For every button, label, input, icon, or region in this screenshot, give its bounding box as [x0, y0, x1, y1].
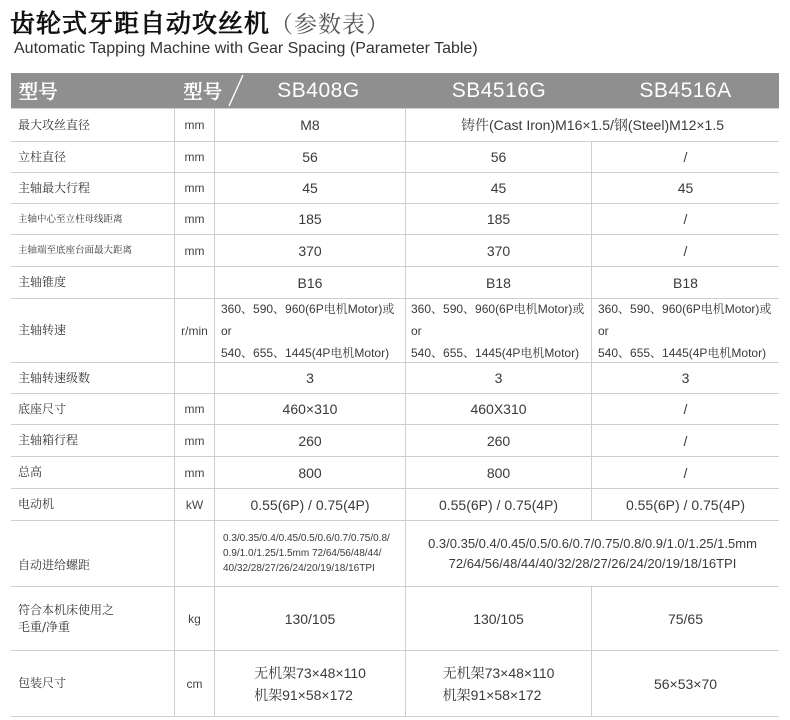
cell-model-2-3 — [406, 521, 779, 586]
cell-value: 0.55(6P) / 0.75(4P) — [250, 496, 370, 513]
cell-model-2 — [406, 651, 592, 716]
cell-model-3 — [592, 394, 779, 424]
cell-value: 370 — [298, 242, 322, 259]
row-unit: kW — [175, 489, 215, 520]
cell-model-1 — [215, 267, 406, 298]
cell-value: / — [683, 211, 688, 227]
cell-value: 460X310 — [470, 401, 527, 417]
header-parameter-label: 型号 — [19, 81, 59, 103]
table-row — [11, 520, 779, 586]
row-label: 立柱直径 — [11, 142, 175, 172]
cell-value — [411, 298, 591, 364]
cell-line: 540、655、1445(4P电机Motor) — [411, 345, 580, 360]
cell-value — [443, 662, 555, 706]
cell-model-2 — [406, 587, 592, 650]
cell-value: B18 — [486, 274, 511, 291]
cell-value — [598, 298, 779, 364]
cell-line: 无机架73×48×110 — [254, 664, 366, 681]
row-label: 主轴箱行程 — [11, 425, 175, 456]
cell-value — [428, 534, 757, 574]
row-label: 主轴中心至立柱母线距离 — [11, 204, 175, 234]
cell-model-1 — [215, 394, 406, 424]
cell-model-2 — [406, 394, 592, 424]
table-row — [11, 456, 779, 488]
cell-value: 800 — [486, 464, 511, 481]
cell-model-1 — [215, 299, 406, 362]
cell-value: 460×310 — [282, 401, 338, 417]
row-label: 包装尺寸 — [11, 651, 175, 716]
row-label: 总高 — [11, 457, 175, 488]
cell-value: / — [683, 432, 688, 449]
title-main: 齿轮式牙距自动攻丝机 — [10, 9, 271, 38]
cell-value: 260 — [298, 432, 322, 449]
cell-model-3 — [592, 363, 779, 393]
header-model-3: SB4516A — [639, 78, 732, 102]
table-row — [11, 172, 779, 203]
cell-value: / — [683, 401, 688, 417]
cell-value: 56 — [302, 149, 318, 165]
cell-model-2 — [406, 299, 592, 362]
cell-model-2-3 — [406, 109, 779, 141]
cell-line: 540、655、1445(4P电机Motor) — [598, 345, 767, 360]
row-label: 主轴锥度 — [11, 267, 175, 298]
cell-value: / — [683, 242, 688, 259]
cell-model-3 — [592, 299, 779, 362]
cell-line: 无机架73×48×110 — [442, 664, 555, 681]
row-label: 主轴转速级数 — [11, 363, 175, 393]
cell-value: 45 — [490, 180, 507, 196]
cell-value: B18 — [673, 274, 698, 291]
cell-line: 0.3/0.35/0.4/0.45/0.5/0.6/0.7/0.75/0.8/ — [223, 533, 390, 544]
row-unit: mm — [175, 204, 215, 234]
cell-line: 360、590、960(6P电机Motor)或or — [221, 301, 395, 338]
cell-value: 0.55(6P) / 0.75(4P) — [625, 496, 746, 513]
cell-model-2 — [406, 173, 592, 203]
row-unit: mm — [175, 457, 215, 488]
row-unit: mm — [175, 142, 215, 172]
table-row — [11, 424, 779, 456]
row-label: 主轴端至底座台面最大距离 — [11, 235, 175, 266]
cell-model-1 — [215, 587, 406, 650]
cell-value: / — [683, 149, 688, 165]
cell-model-3 — [592, 457, 779, 488]
page-title — [10, 4, 390, 38]
cell-value: 56 — [490, 149, 507, 165]
cell-value: / — [683, 464, 688, 481]
cell-model-1 — [215, 363, 406, 393]
table-row — [11, 266, 779, 298]
cell-model-1 — [215, 142, 406, 172]
header-model-2: SB4516G — [451, 78, 547, 102]
cell-model-1 — [215, 109, 406, 141]
cell-line: 40/32/28/27/26/24/20/19/18/16TPI — [223, 563, 375, 574]
cell-model-3 — [592, 204, 779, 234]
cell-value — [254, 662, 366, 706]
cell-line: 0.9/1.0/1.25/1.5mm 72/64/56/48/44/ — [223, 548, 382, 559]
cell-line: 0.3/0.35/0.4/0.45/0.5/0.6/0.7/0.75/0.8/0.9/1.0/1.25/1.5mm — [428, 535, 757, 551]
cell-model-1 — [215, 489, 406, 520]
cell-value: 45 — [677, 180, 694, 196]
cell-model-2 — [406, 235, 592, 266]
cell-model-3 — [592, 425, 779, 456]
row-label-line: 符合本机床使用之 — [18, 602, 115, 617]
cell-model-2 — [406, 457, 592, 488]
row-unit: r/min — [175, 299, 215, 362]
cell-model-2 — [406, 363, 592, 393]
row-unit: mm — [175, 394, 215, 424]
row-unit: mm — [175, 173, 215, 203]
row-label: 电动机 — [11, 489, 175, 520]
cell-model-2 — [406, 204, 592, 234]
row-label-text — [18, 602, 114, 636]
cell-value — [223, 531, 390, 576]
row-unit: mm — [175, 425, 215, 456]
cell-model-2 — [406, 489, 592, 520]
row-label: 主轴最大行程 — [11, 173, 175, 203]
cell-model-2 — [406, 267, 592, 298]
cell-model-1 — [215, 425, 406, 456]
page-subtitle-english: Automatic Tapping Machine with Gear Spacing (Parameter Table) — [14, 40, 478, 57]
table-row — [11, 298, 779, 362]
cell-value: 3 — [494, 370, 503, 386]
cell-value: 45 — [302, 180, 318, 196]
cell-value — [221, 298, 405, 364]
table-row — [11, 234, 779, 266]
parameter-table — [11, 73, 779, 718]
cell-value: 56×53×70 — [653, 675, 718, 692]
row-label-line: 毛重/净重 — [18, 619, 71, 634]
cell-line: 360、590、960(6P电机Motor)或or — [411, 301, 585, 338]
table-row — [11, 362, 779, 393]
table-row — [11, 141, 779, 172]
table-header — [11, 73, 779, 108]
cell-value: 370 — [486, 242, 511, 259]
table-row — [11, 488, 779, 520]
row-unit: mm — [175, 235, 215, 266]
cell-value: 185 — [486, 211, 511, 227]
row-unit — [175, 267, 215, 298]
table-row — [11, 650, 779, 717]
cell-model-3 — [592, 173, 779, 203]
row-label — [11, 587, 175, 650]
cell-value: 130/105 — [473, 610, 524, 627]
cell-line: 72/64/56/48/44/40/32/28/27/26/24/20/19/18/16TPI — [448, 555, 737, 571]
row-unit — [175, 521, 215, 586]
row-label: 自动进给螺距 — [11, 521, 175, 586]
cell-value: 185 — [298, 211, 322, 227]
cell-value: 75/65 — [667, 610, 704, 627]
row-unit: mm — [175, 109, 215, 141]
cell-model-1 — [215, 457, 406, 488]
row-unit — [175, 363, 215, 393]
table-row — [11, 393, 779, 424]
cell-value: B16 — [297, 274, 323, 291]
row-unit: cm — [175, 651, 215, 716]
cell-line: 540、655、1445(4P电机Motor) — [221, 345, 390, 360]
cell-model-1 — [215, 173, 406, 203]
header-model-1: SB408G — [277, 78, 360, 102]
cell-line: 360、590、960(6P电机Motor)或or — [598, 301, 772, 338]
title-sub: （参数表） — [270, 12, 391, 38]
cell-value: 3 — [681, 370, 690, 386]
cell-value: 3 — [306, 370, 314, 386]
cell-value: 130/105 — [284, 610, 336, 627]
cell-model-1 — [215, 521, 406, 586]
row-label: 主轴转速 — [11, 299, 175, 362]
cell-model-3 — [592, 142, 779, 172]
cell-model-3 — [592, 587, 779, 650]
cell-value: 800 — [298, 464, 322, 481]
row-unit: kg — [175, 587, 215, 650]
row-label: 最大攻丝直径 — [11, 109, 175, 141]
cell-model-2 — [406, 425, 592, 456]
cell-model-2 — [406, 142, 592, 172]
cell-value: M8 — [300, 117, 320, 133]
cell-model-3 — [592, 267, 779, 298]
table-row — [11, 203, 779, 234]
table-row — [11, 586, 779, 650]
cell-model-1 — [215, 204, 406, 234]
cell-value: 0.55(6P) / 0.75(4P) — [438, 496, 559, 513]
table-row — [11, 108, 779, 141]
cell-model-1 — [215, 651, 406, 716]
cell-model-3 — [592, 235, 779, 266]
cell-value: 铸件(Cast Iron)M16×1.5/钢(Steel)M12×1.5 — [461, 117, 724, 133]
cell-model-1 — [215, 235, 406, 266]
cell-model-3 — [592, 651, 779, 716]
cell-line: 机架91×58×172 — [254, 686, 353, 703]
row-label: 底座尺寸 — [11, 394, 175, 424]
cell-value: 260 — [486, 432, 511, 449]
header-model-label: 型号 — [183, 81, 223, 103]
cell-line: 机架91×58×172 — [442, 686, 542, 703]
cell-model-3 — [592, 489, 779, 520]
